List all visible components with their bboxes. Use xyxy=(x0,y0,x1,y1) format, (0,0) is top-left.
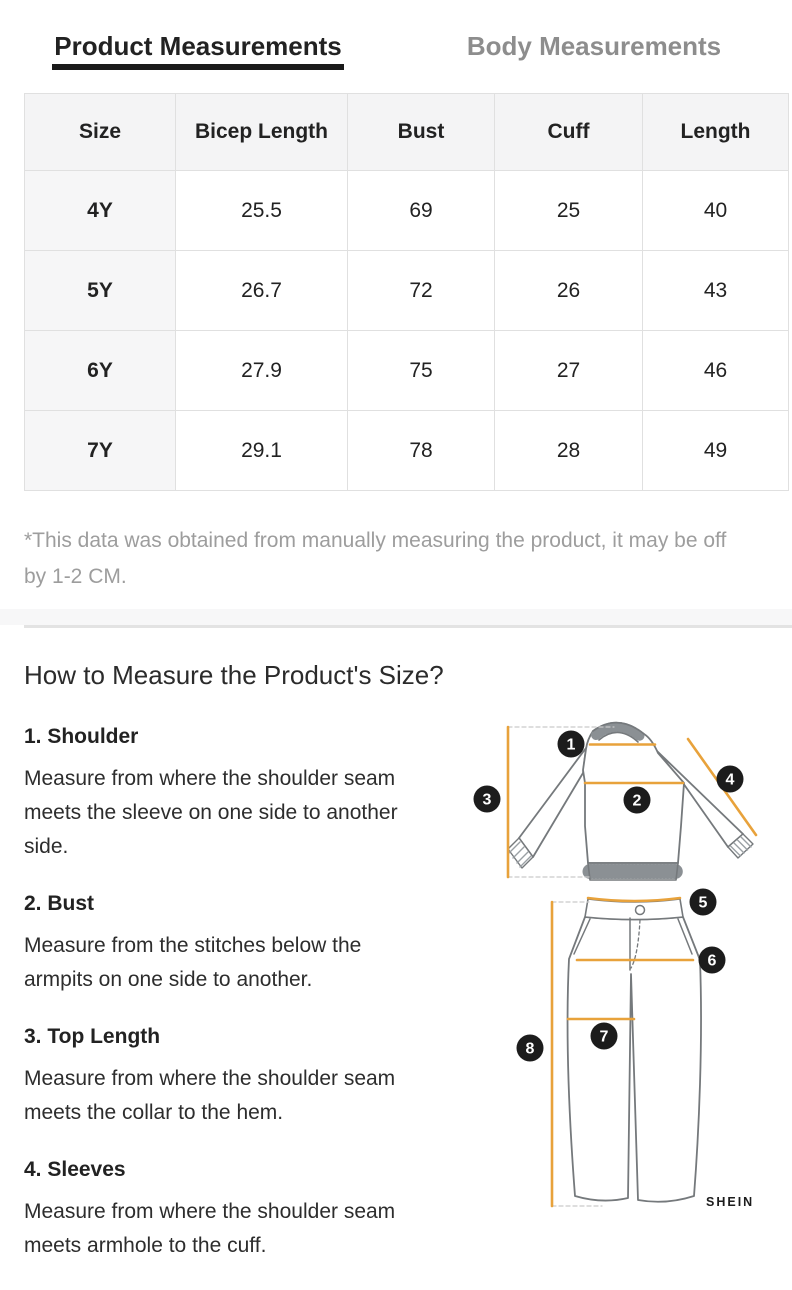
measurement-tabs xyxy=(0,0,792,70)
instruction-title: 1. Shoulder xyxy=(24,725,139,748)
column-header-bust: Bust xyxy=(348,94,495,171)
instruction-text: Measure from the stitches below the armpits on one side to another. xyxy=(24,934,362,991)
instruction-text: Measure from where the shoulder seam meets the sleeve on one side to another side. xyxy=(24,767,398,858)
measurement-cell: 26.7 xyxy=(176,251,348,331)
pants-diagram xyxy=(552,898,701,1206)
column-header-bicep-length: Bicep Length xyxy=(176,94,348,171)
measurement-cell: 78 xyxy=(348,411,495,491)
column-header-length: Length xyxy=(643,94,789,171)
size-table-header-row xyxy=(25,94,789,171)
shein-logo: SHEIN xyxy=(706,1195,755,1209)
svg-text:1: 1 xyxy=(566,736,576,754)
tab-body-measurements[interactable] xyxy=(396,31,792,70)
size-table xyxy=(24,93,789,491)
marker-8 xyxy=(517,1035,544,1062)
svg-text:5: 5 xyxy=(698,894,708,912)
marker-1 xyxy=(558,731,585,758)
table-row xyxy=(25,411,789,491)
measurement-cell: 29.1 xyxy=(176,411,348,491)
instruction-title: 4. Sleeves xyxy=(24,1158,126,1181)
measurement-diagram xyxy=(462,706,792,1290)
measurement-cell: 69 xyxy=(348,171,495,251)
size-cell: 6Y xyxy=(25,331,176,411)
how-to-measure-content xyxy=(24,724,792,1290)
size-cell: 7Y xyxy=(25,411,176,491)
measurement-cell: 27.9 xyxy=(176,331,348,411)
how-to-measure-title: How to Measure the Product's Size? xyxy=(24,660,444,690)
pants-button xyxy=(636,906,645,915)
instruction-title: 2. Bust xyxy=(24,892,95,915)
column-header-cuff: Cuff xyxy=(495,94,643,171)
measurement-cell: 43 xyxy=(643,251,789,331)
svg-text:3: 3 xyxy=(482,791,492,809)
tab-product-measurements[interactable] xyxy=(0,31,396,70)
column-header-size: Size xyxy=(25,94,176,171)
svg-text:4: 4 xyxy=(725,771,735,789)
size-cell: 5Y xyxy=(25,251,176,331)
section-divider-band xyxy=(0,609,792,625)
tab-product-measurements-label: Product Measurements xyxy=(54,31,342,61)
table-row xyxy=(25,251,789,331)
instruction-text: Measure from where the shoulder seam meets the collar to the hem. xyxy=(24,1067,396,1124)
sweater-left-sleeve xyxy=(519,748,586,857)
svg-text:2: 2 xyxy=(632,792,642,810)
measurement-cell: 75 xyxy=(348,331,495,411)
table-row xyxy=(25,331,789,411)
marker-5 xyxy=(690,889,717,916)
size-cell: 4Y xyxy=(25,171,176,251)
measurement-disclaimer: *This data was obtained from manually measuring the product, it may be off by 1-2 CM. xyxy=(24,529,727,588)
marker-7 xyxy=(591,1023,618,1050)
active-tab-underline xyxy=(52,64,344,70)
instruction-title: 3. Top Length xyxy=(24,1025,161,1048)
measurement-cell: 28 xyxy=(495,411,643,491)
section-divider-line xyxy=(24,625,792,628)
measurement-cell: 46 xyxy=(643,331,789,411)
waist-measure-line xyxy=(588,898,680,901)
measurement-cell: 72 xyxy=(348,251,495,331)
marker-6 xyxy=(699,947,726,974)
garment-diagram-svg xyxy=(462,706,792,1218)
measurement-cell: 49 xyxy=(643,411,789,491)
svg-text:6: 6 xyxy=(707,952,717,970)
measurement-cell: 26 xyxy=(495,251,643,331)
instruction-text: Measure from where the shoulder seam meets armhole to the cuff. xyxy=(24,1200,396,1257)
measurement-cell: 25.5 xyxy=(176,171,348,251)
measurement-cell: 25 xyxy=(495,171,643,251)
svg-text:7: 7 xyxy=(599,1028,609,1046)
marker-2 xyxy=(624,787,651,814)
tab-body-measurements-label: Body Measurements xyxy=(466,31,722,61)
svg-text:8: 8 xyxy=(525,1040,535,1058)
measurement-instructions xyxy=(24,724,432,1290)
measurement-cell: 40 xyxy=(643,171,789,251)
measurement-cell: 27 xyxy=(495,331,643,411)
marker-3 xyxy=(474,786,501,813)
table-row xyxy=(25,171,789,251)
marker-4 xyxy=(717,766,744,793)
